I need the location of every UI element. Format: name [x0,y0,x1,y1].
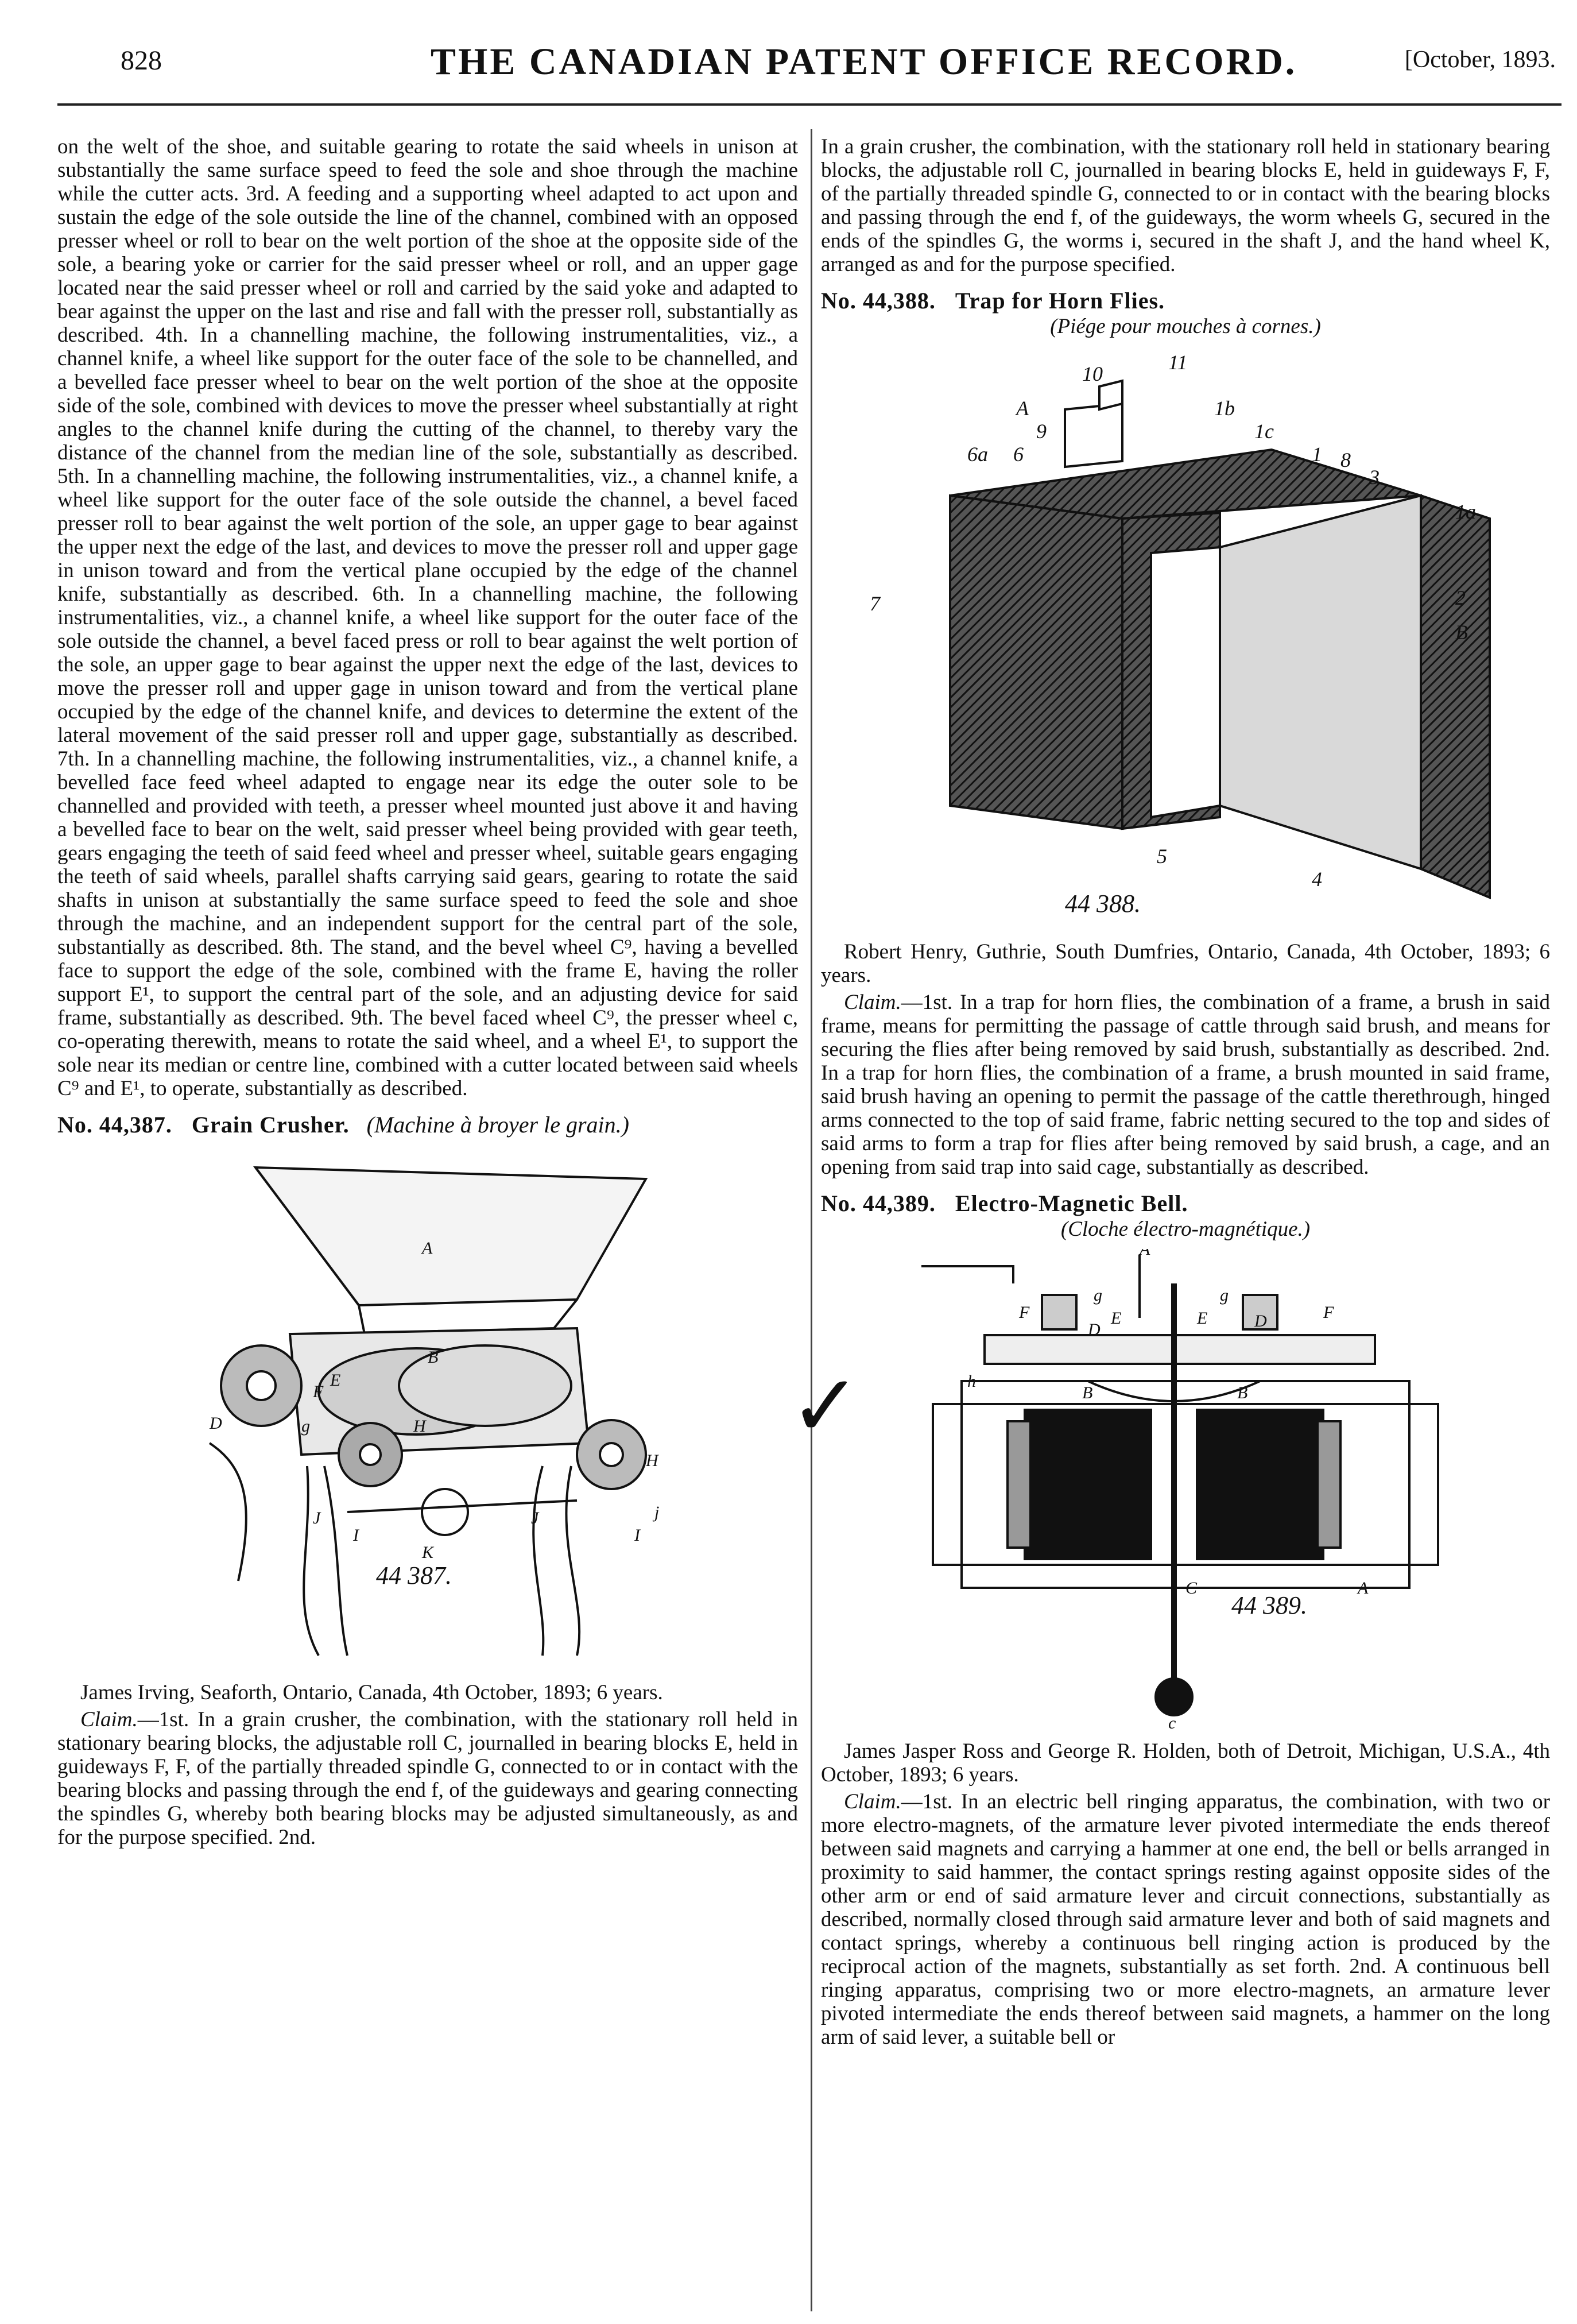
horn-fly-trap-figure [853,346,1518,932]
claim-text: —1st. In a trap for horn flies, the combination of a frame, a brush in said frame, means for permitting the passage of cattle through said brush, and means for securing the flies after being removed by said brush, substantially as described. 2nd. In a trap for horn flies, the combination of a frame, a brush mounted in said frame, said brush having an opening to permit the passage of the cattle therethrough, hinged arms connected to the top of said frame, fabric netting secured to the top and sides of said arms to form a trap for flies after being removed by said brush, a cage, and an opening from said trap into said cage, substantially as described. [821,991,1550,1179]
page-number: 828 [121,45,162,76]
claim-label: Claim. [80,1708,138,1731]
page-header [109,40,1556,103]
svg-text:H: H [646,1451,658,1470]
svg-text:7: 7 [870,592,880,615]
svg-text:D: D [1088,1320,1101,1339]
patent-title: Electro-Magnetic Bell. [955,1190,1188,1216]
electro-magnetic-bell-illustration [898,1249,1473,1731]
claim-label: Claim. [844,1790,901,1813]
handwritten-checkmark: ✓ [789,1359,862,1455]
svg-text:K: K [422,1543,434,1562]
svg-text:J: J [313,1509,321,1528]
claim-paragraph [821,991,1550,1179]
claim-paragraph [57,1708,798,1849]
svg-text:A: A [1358,1579,1369,1598]
svg-text:11: 11 [1168,351,1188,374]
svg-text:F: F [1323,1303,1334,1322]
svg-text:D: D [210,1414,222,1433]
svg-text:E: E [1197,1309,1208,1328]
svg-text:1a: 1a [1455,500,1476,523]
figure-caption: 44 388. [1065,890,1141,918]
horn-fly-trap-illustration [853,346,1518,932]
issue-date: [October, 1893. [1404,47,1556,73]
header-rule [57,103,1561,106]
svg-text:E: E [1111,1309,1122,1328]
svg-text:B: B [428,1348,439,1367]
figure-caption: 44 387. [376,1561,452,1590]
continued-claims-text: on the welt of the shoe, and suitable gearing to rotate the said wheels in unison at substantially the same surface speed to feed the sole and shoe through the machine while the cutter acts. 3rd. A feeding and a supporting wheel adapted to act upon and sustain the edge of the sole outside the line of the channel, combined with an opposed presser wheel or roll to bear on the welt portion of the shoe at the opposite side of the sole, a bearing yoke or carrier for the said presser wheel or roll, and an upper gage located near the said presser wheel or roll and carried by the said yoke and adapted to bear against the upper on the last and rise and fall with the presser roll, substantially as described. 4th. In a channelling machine, the following instrumentalities, viz., a channel knife, a wheel like support for the outer face of the sole to be channelled, and a bevelled face presser wheel to bear on the welt portion of the shoe at the opposite side of the sole, combined with devices to move the presser wheel substantially at right angles to the channel knife during the cutting of the channel, to thereby vary the distance of the channel from the median line of the sole, substantially as described. 5th. In a channelling machine, the following instrumentalities, viz., a channel knife, a wheel like support for the outer face of the sole outside the channel, a bevel faced presser roll to bear against the welt portion of the sole, an upper gage to bear against the upper next the edge of the last, and devices to move the presser roll and upper gage in unison toward and from the vertical plane occupied by the edge of the channel knife, substantially as described. 6th. In a channelling machine, the following instrumentalities, viz., a channel knife, a wheel like support for the outer face of the sole outside the channel, a bevel faced press or roll to bear against the welt portion of the sole, an upper gage to bear against the upper next the edge of the last, devices to move the presser roll and upper gage in unison toward and from the vertical plane occupied by the edge of the channel knife, and devices to determine the extent of the lateral movement of the said presser roll and upper gage, substantially as described. 7th. In a channelling machine, the following instrumentalities, viz., a channel knife, a bevelled face feed wheel adapted to engage near its edge the outer sole to be channelled and provided with teeth, a presser wheel mounted just above it and having a bevelled face to bear on the welt, said presser wheel being provided with gear teeth, gears engaging the teeth of said feed wheel and presser wheel, suitable gears engaging the teeth of said wheels, parallel shafts carrying said gears, gearing to rotate the said shafts in unison at substantially the same surface speed to feed the sole and shoe through the machine, and an independent support for the central part of the sole, substantially as described. 8th. The stand, and the bevel wheel C⁹, having a bevelled face to support the edge of the sole, combined with the frame E, having the roller support E¹, to support the central part of the sole, and an adjusting device for said frame, substantially as described. 9th. The bevel faced wheel C⁹, the presser wheel c, co-operating therewith, means to rotate the said wheel, and a wheel E¹, to support the sole near its median or centre line, combined with a cutter located between said wheels C⁹ and E¹, to operate, substantially as described. [57,135,798,1100]
svg-text:B: B [1455,621,1468,644]
patent-number: No. 44,388. [821,288,936,314]
svg-text:5: 5 [1157,845,1167,868]
svg-text:1b: 1b [1214,397,1235,420]
patent-heading-44389 [821,1192,1550,1215]
svg-text:6: 6 [1013,443,1024,466]
svg-text:E: E [330,1371,341,1390]
electro-magnetic-bell-figure [898,1249,1473,1731]
figure-caption: 44 389. [1231,1591,1307,1619]
patent-number: No. 44,389. [821,1190,936,1216]
claim-text: —1st. In an electric bell ringing apparatus, the combination, with two or more electro-magnets, of the armature lever pivoted intermediate the ends thereof between said magnets and carrying a hammer at one end, the bell or bells arranged in proximity to said hammer, the contact springs resting against opposite sides of the other arm or end of said armature lever and circuit connections, substantially as described, normally closed through said armature lever and both of said magnets and contact springs, whereby a continuous bell ringing action is produced by the reciprocal action of the magnets, substantially as set forth. 2nd. A continuous bell ringing apparatus, comprising two or more electro-magnets, an armature lever pivoted intermediate the ends thereof between said magnets, a hammer on the long arm of said lever, a suitable bell or [821,1790,1550,2049]
svg-text:A: A [1140,1249,1150,1259]
svg-text:6a: 6a [967,443,988,466]
patent-heading-44388 [821,289,1550,312]
patent-title: Trap for Horn Flies. [955,288,1165,314]
patent-french-title: (Cloche électro-magnétique.) [1060,1217,1311,1241]
svg-text:h: h [967,1372,976,1391]
svg-text:C: C [1185,1579,1198,1598]
grain-crusher-figure [175,1144,680,1673]
svg-text:H: H [413,1417,426,1436]
patent-number: No. 44,387. [57,1112,172,1138]
claim-text: —1st. In a grain crusher, the combination, with the stationary roll held in stationary bearing blocks, the adjustable roll C, journalled in bearing blocks E, held in guideways F, F, of the partially threaded spindle G, connected to or in contact with the bearing blocks and passing through the end f, of the guideways and gearing connecting the spindles G, whereby both bearing blocks may be adjusted simultaneously, as and for the purpose specified. 2nd. [57,1708,798,1849]
svg-text:j: j [654,1503,660,1522]
svg-text:2: 2 [1455,586,1466,609]
right-column [821,135,1550,2052]
svg-text:1: 1 [1312,443,1322,466]
svg-text:g: g [1220,1286,1229,1305]
svg-text:g: g [301,1417,310,1436]
claim-paragraph [821,1790,1550,2049]
journal-title: THE CANADIAN PATENT OFFICE RECORD. [431,41,1297,83]
continued-claim-text: In a grain crusher, the combination, with the stationary roll held in stationary bearing blocks, the adjustable roll C, journalled in bearing blocks E, held in guideways F, F, of the partially threaded spindle G, connected to or in contact with the bearing blocks and passing through the end f, of the guideways, the worm wheels G, secured in the ends of the spindles G, the worms i, secured in the shaft J, and the hand wheel K, arranged as and for the purpose specified. [821,135,1550,276]
patent-french-title: (Machine à broyer le grain.) [366,1112,629,1138]
svg-text:1c: 1c [1254,420,1274,443]
svg-text:I: I [634,1526,640,1545]
svg-text:I: I [353,1526,359,1545]
grain-crusher-illustration [175,1144,680,1673]
svg-text:B: B [1082,1383,1093,1402]
svg-text:D: D [1254,1312,1267,1331]
inventor-line: Robert Henry, Guthrie, South Dumfries, Ontario, Canada, 4th October, 1893; 6 years. [821,940,1550,987]
left-column [57,135,798,1853]
inventor-line: James Jasper Ross and George R. Holden, both of Detroit, Michigan, U.S.A., 4th October, 1893; 6 years. [821,1739,1550,1786]
svg-text:3: 3 [1369,466,1380,489]
svg-text:A: A [1016,397,1029,420]
svg-text:c: c [1168,1714,1176,1731]
column-divider [811,129,812,2311]
svg-text:B: B [1237,1383,1248,1402]
svg-text:F: F [313,1382,324,1401]
inventor-line: James Irving, Seaforth, Ontario, Canada, 4th October, 1893; 6 years. [80,1681,663,1704]
svg-text:F: F [1019,1303,1030,1322]
svg-text:A: A [422,1239,433,1258]
patent-heading-44387 [57,1113,798,1136]
svg-text:10: 10 [1082,362,1103,385]
svg-text:J: J [531,1509,539,1528]
claim-label: Claim. [844,991,901,1014]
svg-text:8: 8 [1340,448,1351,471]
svg-text:4: 4 [1312,868,1322,891]
patent-title: Grain Crusher. [191,1112,350,1138]
patent-french-title: (Piége pour mouches à cornes.) [1050,315,1321,338]
svg-text:g: g [1094,1286,1102,1305]
svg-text:9: 9 [1036,420,1047,443]
